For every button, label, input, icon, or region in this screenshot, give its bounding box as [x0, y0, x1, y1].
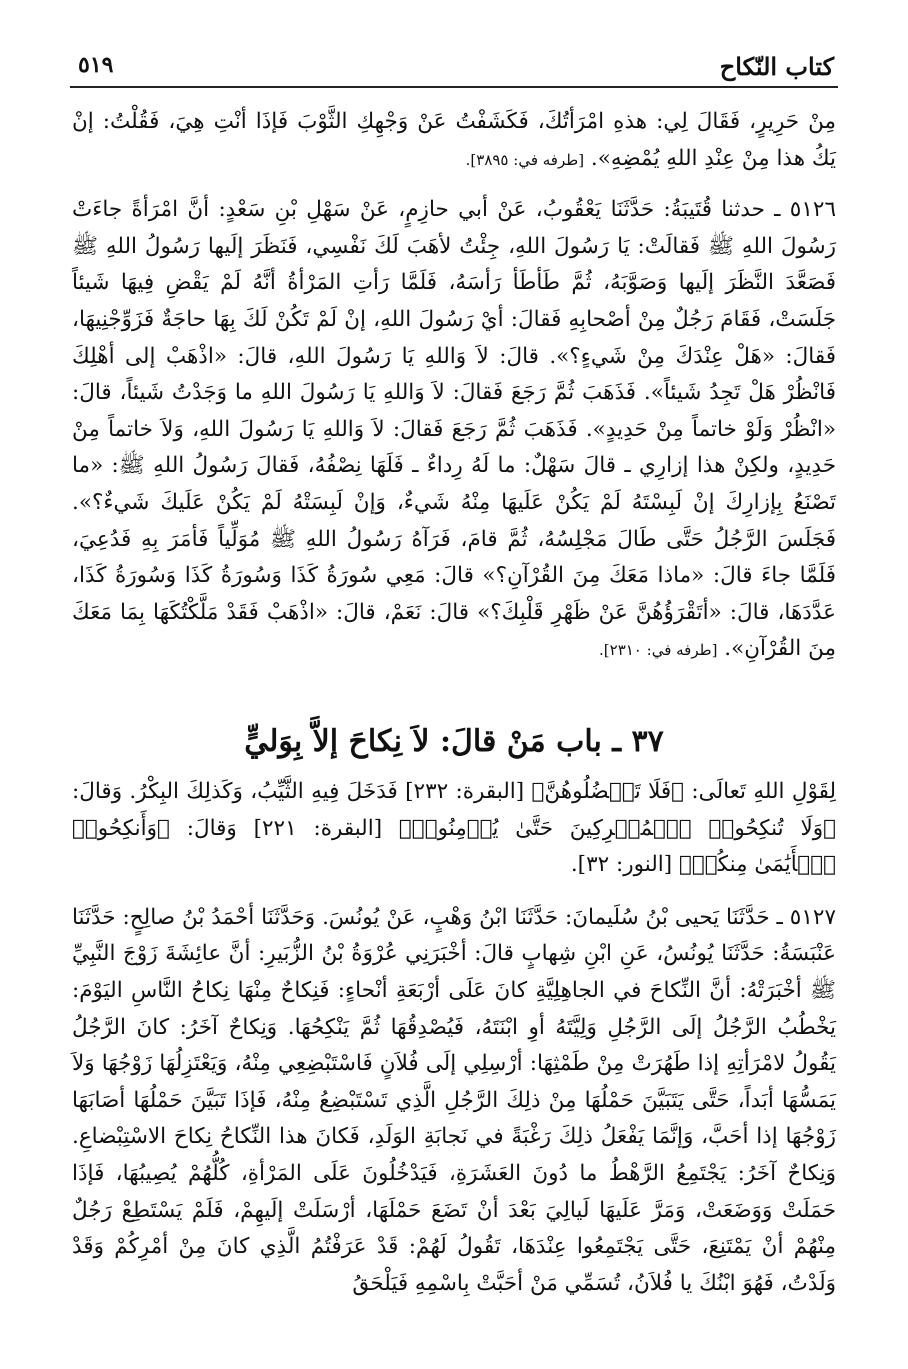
continuation-reference: [طرفه في: ٣٨٩٥].: [465, 150, 585, 169]
page-number: ٥١٩: [78, 52, 114, 78]
book-title: كتاب النّكاح: [719, 52, 834, 81]
hadith-5126: [72, 192, 836, 669]
continuation-paragraph: [72, 104, 836, 178]
chapter-heading: ٣٧ ـ باب مَنْ قالَ: لاَ نِكاحَ إلاَّ بِوَليٍّ: [244, 724, 664, 759]
quran-citation-paragraph: لِقَوْلِ اللهِ تَعالَى: ﴿فَلَا تَعۡضُلُوهُنَّ﴾ [البقرة: ٢٣٢] فَدَخَلَ فِيهِ الثَّيِّبُ، وَكَذلِكَ البِكْرُ. وَقالَ: ﴿وَلَا تُنكِحُوا۟ ٱلۡمُشۡرِكِينَ حَتَّىٰ يُؤۡمِنُوا۟﴾ [البقرة: ٢٢١] وَقالَ: ﴿وَأَنكِحُوا۟ ٱلۡأَيَٰمَىٰ مِنكُمۡ﴾ [النور: ٣٢].: [72, 779, 837, 878]
hadith-5126-reference: [طرفه في: ٢٣١٠].: [599, 641, 718, 660]
lower-text-block: [72, 774, 836, 1302]
continuation-text: مِنْ حَرِيرٍ، فَقَالَ لِي: هذهِ امْرَأتُكَ، فَكَشَفْتُ عَنْ وَجْهِكِ الثَّوْبَ فَإذَا أنْتِ هِيَ، فَقُلْتُ: إنْ يَكُ هذا مِنْ عِنْدِ اللهِ يُمْضِهِ».: [72, 109, 836, 171]
running-header: [70, 46, 838, 88]
hadith-5127: ٥١٢٧ ـ حَدَّثَنَا يَحيى بْنُ سُلَيمانَ: حَدَّثَنَا ابْنُ وَهْبٍ، عَنْ يُونُسَ. وَحَدَّثَنَا أحْمَدُ بْنُ صالِحٍ: حَدَّثَنَا عَنْبَسَةُ: حَدَّثَنَا يُونُسُ، عَنِ ابْنِ شِهابٍ قالَ: أخْبَرَنِي عُرْوَةُ بْنُ الزُّبَيرِ: أنَّ عائِشَةَ زَوْجَ النَّبِيِّ ﷺ أخْبَرَتْهُ: أنَّ النِّكاحَ في الجاهِلِيَّةِ كانَ عَلَى أرْبَعَةِ أنْحاءٍ: فَنِكاحٌ مِنْهَا نِكاحُ النَّاسِ اليَوْمَ: يَخْطُبُ الرَّجُلُ إلَى الرَّجُلِ وَلِيَّتَهُ أوِ ابْنَتَهُ، فَيُصْدِقُهَا ثُمَّ يَنْكِحُهَا. وَنِكاحٌ آخَرُ: كانَ الرَّجُلُ يَقُولُ لامْرَأتِهِ إذا طَهُرَتْ مِنْ طَمْثِهَا: أرْسِلِي إلَى فُلاَنٍ فَاسْتَبْضِعِي مِنْهُ، وَيَعْتَزِلُهَا زَوْجُهَا وَلاَ يَمَسُّهَا أبَداً، حَتَّى يَتَبَيَّنَ حَمْلُهَا مِنْ ذلِكَ الرَّجُلِ الَّذِي تَسْتَبْضِعُ مِنْهُ، فَإذَا تَبَيَّنَ حَمْلُهَا أصَابَهَا زَوْجُهَا إذا أحَبَّ، وَإنَّمَا يَفْعَلُ ذلِكَ رَغْبَةً في نَجابَةِ الوَلَدِ، فَكانَ هذا النِّكاحُ نِكاحَ الاسْتِبْضاعِ. وَنِكاحٌ آخَرُ: يَجْتَمِعُ الرَّهْطُ ما دُونَ العَشَرَةِ، فَيَدْخُلُونَ عَلَى المَرْأةِ، كُلُّهُمْ يُصِيبُهَا، فَإذَا حَمَلَتْ وَوَضَعَتْ، وَمَرَّ عَلَيهَا لَيالِيَ بَعْدَ أنْ تَضَعَ حَمْلَهَا، أرْسَلَتْ إلَيهِمْ، فَلَمْ يَسْتَطِعْ رَجُلٌ مِنْهُمْ أنْ يَمْتَنِعَ، حَتَّى يَجْتَمِعُوا عِنْدَهَا، تَقُولُ لَهُمْ: قَدْ عَرَفْتُمُ الَّذِي كانَ مِنْ أمْرِكُمْ وَقَدْ وَلَدْتُ، فَهُوَ ابْنُكَ يا فُلاَنُ، تُسَمِّي مَنْ أحَبَّتْ بِاسْمِهِ فَيَلْحَقُ: [72, 904, 836, 1296]
top-text-block: [72, 104, 836, 669]
hadith-5126-text: ٥١٢٦ ـ حدثنا قُتَيبَةُ: حَدَّثَنَا يَعْقُوبُ، عَنْ أبي حازِمٍ، عَنْ سَهْلِ بْنِ سَعْدٍ: أنَّ امْرَأةً جاءَتْ رَسُولَ اللهِ ﷺ فَقالَتْ: يَا رَسُولَ اللهِ، جِئْتُ لأهَبَ لَكَ نَفْسِي، فَنَظَرَ إلَيها رَسُولُ اللهِ ﷺ فَصَعَّدَ النَّظَرَ إلَيها وَصَوَّبَهُ، ثُمَّ طَأطَأ رَأسَهُ، فَلَمَّا رَأتِ المَرْأةُ أنَّهُ لَمْ يَقْضِ فِيهَا شَيئاً جَلَسَتْ، فَقَامَ رَجُلٌ مِنْ أصْحابِهِ فَقالَ: أيْ رَسُولَ اللهِ، إنْ لَمْ تَكُنْ لَكَ بِهَا حاجَةٌ فَزَوِّجْنِيهَا، فَقالَ: «هَلْ عِنْدَكَ مِنْ شَيءٍ؟». قالَ: لاَ وَاللهِ يَا رَسُولَ اللهِ، قالَ: «اذْهَبْ إلى أهْلِكَ فَانْظُرْ هَلْ تَجِدُ شَيئاً». فَذَهَبَ ثُمَّ رَجَعَ فَقالَ: لاَ وَاللهِ يَا رَسُولَ اللهِ ما وَجَدْتُ شَيئاً، قالَ: «انْظُرْ وَلَوْ خاتماً مِنْ حَدِيدٍ». فَذَهَبَ ثُمَّ رَجَعَ فَقالَ: لاَ وَاللهِ يَا رَسُولَ اللهِ، وَلاَ خاتماً مِنْ حَدِيدٍ، ولكِنْ هذا إزارِي ـ قالَ سَهْلٌ: ما لَهُ رِداءٌ ـ فَلَهَا نِصْفُهُ، فَقالَ رَسُولُ اللهِ ﷺ: «ما تَصْنَعُ بِإزارِكَ إنْ لَبِسْتَهُ لَمْ يَكُنْ عَلَيهَا مِنْهُ شَيءٌ، وَإنْ لَبِسَتْهُ لَمْ يَكُنْ عَلَيكَ شَيءٌ؟». فَجَلَسَ الرَّجُلُ حَتَّى طَالَ مَجْلِسُهُ، ثُمَّ قامَ، فَرَآهُ رَسُولُ اللهِ ﷺ مُوَلِّياً فَأمَرَ بِهِ فَدُعِيَ، فَلَمَّا جاءَ قالَ: «ماذا مَعَكَ مِنَ القُرْآنِ؟» قالَ: مَعِي سُورَةُ كَذَا وَسُورَةُ كَذَا وَسُورَةُ كَذَا، عَدَّدَهَا، قالَ: «أتَقْرَؤُهُنَّ عَنْ ظَهْرِ قَلْبِكَ؟» قالَ: نَعَمْ، قالَ: «اذْهَبْ فَقَدْ مَلَّكْتُكَهَا بِمَا مَعَكَ مِنَ القُرْآنِ».: [72, 197, 836, 662]
